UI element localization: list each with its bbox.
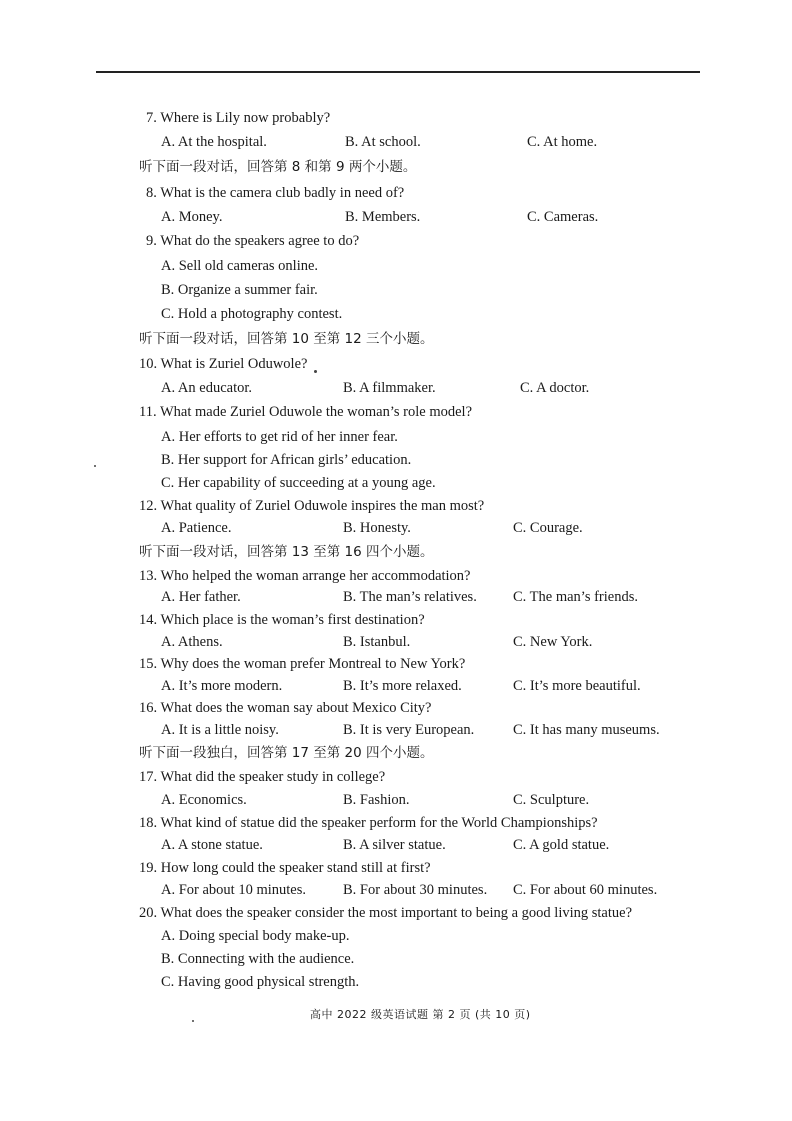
q14-option-a: A. Athens. xyxy=(161,634,223,650)
q14-option-b: B. Istanbul. xyxy=(343,634,411,650)
q16-option-b: B. It is very European. xyxy=(343,722,475,738)
q7-option-a: A. At the hospital. xyxy=(161,134,267,150)
q13-option-b: B. The man’s relatives. xyxy=(343,589,477,605)
q10-stem: 10. What is Zuriel Oduwole? xyxy=(139,356,308,372)
q13-option-c: C. The man’s friends. xyxy=(513,589,638,605)
q15-option-c: C. It’s more beautiful. xyxy=(513,678,641,694)
header-rule xyxy=(96,71,700,73)
q12-option-c: C. Courage. xyxy=(513,520,583,536)
q17-option-c: C. Sculpture. xyxy=(513,792,590,808)
q7-option-c: C. At home. xyxy=(527,134,598,150)
section-instruction-4: 听下面一段独白，回答第 17 至第 20 四个小题。 xyxy=(139,745,434,761)
q10-option-c: C. A doctor. xyxy=(520,380,590,396)
q18-stem: 18. What kind of statue did the speaker perform for the World Championships? xyxy=(139,815,598,831)
q18-option-a: A. A stone statue. xyxy=(161,837,263,853)
q8-stem: 8. What is the camera club badly in need of? xyxy=(146,185,405,201)
q16-option-c: C. It has many museums. xyxy=(513,722,660,738)
q10-option-a: A. An educator. xyxy=(161,380,253,396)
q15-option-b: B. It’s more relaxed. xyxy=(343,678,462,694)
q20-option-b: B. Connecting with the audience. xyxy=(161,951,355,967)
section-instruction-2: 听下面一段对话，回答第 10 至第 12 三个小题。 xyxy=(139,331,434,347)
q20-stem: 20. What does the speaker consider the most important to being a good living statue? xyxy=(139,905,633,921)
q11-option-a: A. Her efforts to get rid of her inner fear. xyxy=(161,429,398,445)
q8-option-c: C. Cameras. xyxy=(527,209,599,225)
q8-option-b: B. Members. xyxy=(345,209,421,225)
section-instruction-1: 听下面一段对话，回答第 8 和第 9 两个小题。 xyxy=(139,159,417,175)
scan-speck xyxy=(94,465,96,467)
q12-option-a: A. Patience. xyxy=(161,520,232,536)
scan-speck xyxy=(314,370,317,373)
q11-stem: 11. What made Zuriel Oduwole the woman’s role model? xyxy=(139,404,473,420)
q20-option-a: A. Doing special body make-up. xyxy=(161,928,350,944)
q20-option-c: C. Having good physical strength. xyxy=(161,974,360,990)
q12-stem: 12. What quality of Zuriel Oduwole inspires the man most? xyxy=(139,498,485,514)
section-instruction-3: 听下面一段对话，回答第 13 至第 16 四个小题。 xyxy=(139,544,434,560)
q10-option-b: B. A filmmaker. xyxy=(343,380,436,396)
q17-stem: 17. What did the speaker study in college? xyxy=(139,769,386,785)
q18-option-b: B. A silver statue. xyxy=(343,837,446,853)
q7-option-b: B. At school. xyxy=(345,134,421,150)
q16-stem: 16. What does the woman say about Mexico City? xyxy=(139,700,432,716)
q9-option-a: A. Sell old cameras online. xyxy=(161,258,319,274)
q7-stem: 7. Where is Lily now probably? xyxy=(146,110,331,126)
q19-option-b: B. For about 30 minutes. xyxy=(343,882,488,898)
q17-option-a: A. Economics. xyxy=(161,792,247,808)
q9-option-c: C. Hold a photography contest. xyxy=(161,306,343,322)
q19-stem: 19. How long could the speaker stand still at first? xyxy=(139,860,431,876)
page-footer: 高中 2022 级英语试题 第 2 页 (共 10 页) xyxy=(310,1008,531,1021)
q8-option-a: A. Money. xyxy=(161,209,223,225)
q15-stem: 15. Why does the woman prefer Montreal to New York? xyxy=(139,656,466,672)
q11-option-b: B. Her support for African girls’ education. xyxy=(161,452,412,468)
q19-option-a: A. For about 10 minutes. xyxy=(161,882,306,898)
q19-option-c: C. For about 60 minutes. xyxy=(513,882,658,898)
q12-option-b: B. Honesty. xyxy=(343,520,411,536)
q13-stem: 13. Who helped the woman arrange her accommodation? xyxy=(139,568,471,584)
scan-speck xyxy=(192,1020,194,1022)
q14-stem: 14. Which place is the woman’s first destination? xyxy=(139,612,425,628)
q16-option-a: A. It is a little noisy. xyxy=(161,722,279,738)
q14-option-c: C. New York. xyxy=(513,634,593,650)
q9-option-b: B. Organize a summer fair. xyxy=(161,282,318,298)
q15-option-a: A. It’s more modern. xyxy=(161,678,283,694)
q17-option-b: B. Fashion. xyxy=(343,792,410,808)
q11-option-c: C. Her capability of succeeding at a young age. xyxy=(161,475,436,491)
q13-option-a: A. Her father. xyxy=(161,589,241,605)
q9-stem: 9. What do the speakers agree to do? xyxy=(146,233,360,249)
q18-option-c: C. A gold statue. xyxy=(513,837,610,853)
